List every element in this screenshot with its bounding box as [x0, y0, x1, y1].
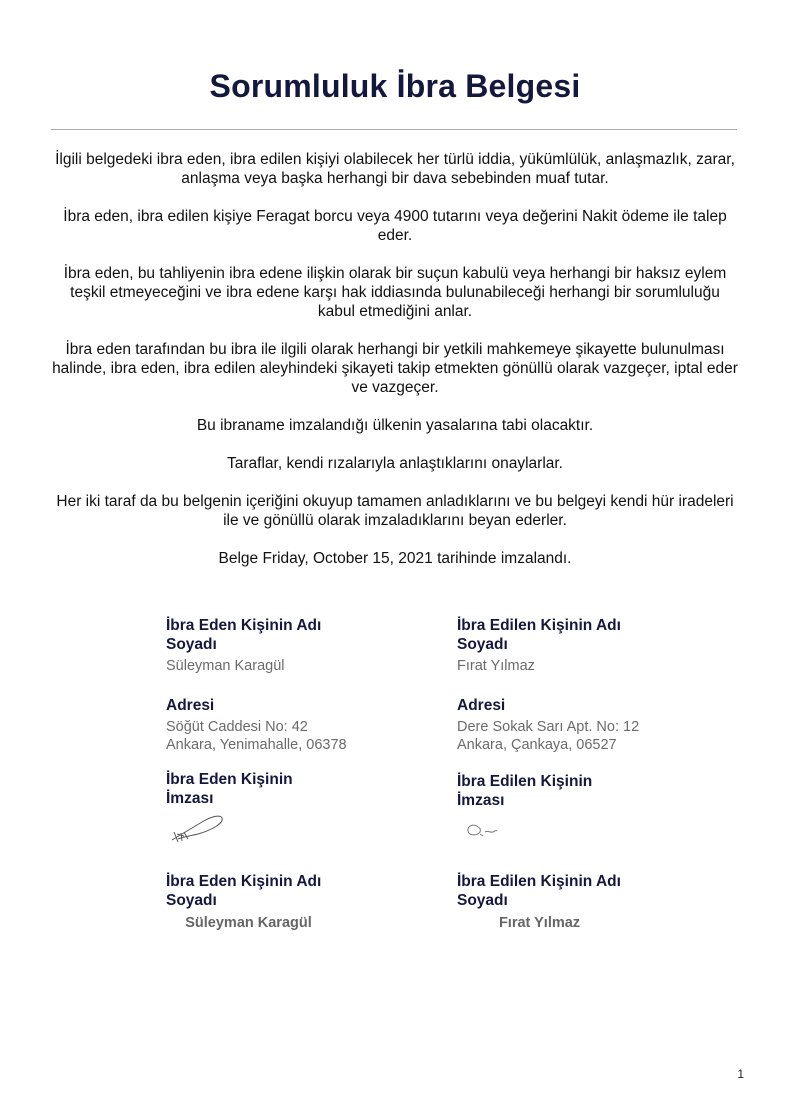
releasor-address-label: Adresi: [166, 697, 215, 714]
paragraph: İbra eden, ibra edilen kişiye Feragat borcu veya 4900 tutarını veya değerini Nakit ödeme ile talep eder.: [63, 208, 727, 244]
releasee-signature-image: [463, 820, 503, 840]
releasee-printed-name: Fırat Yılmaz: [498, 915, 581, 931]
releasor-signature-label: İbra Eden Kişinin İmzası: [166, 771, 293, 807]
releasee-printed-section: [457, 872, 667, 932]
releasee-address-line2: Ankara, Çankaya, 06527: [457, 737, 617, 753]
title-divider: [51, 129, 737, 130]
releasee-address-line1: Dere Sokak Sarı Apt. No: 12: [457, 719, 640, 735]
paragraph: Taraflar, kendi rızalarıyla anlaştıklarını onaylarlar.: [227, 455, 563, 472]
releasee-printed-name-label: İbra Edilen Kişinin Adı Soyadı: [457, 873, 621, 909]
releasee-signature-section: [457, 772, 667, 810]
paragraph: İbra eden, bu tahliyenin ibra edene ilişkin olarak bir suçun kabulü veya herhangi bir haksız eylem teşkil etmeyeceğini ve ibra edene karşı hak iddiasında bulunabileceği herhangi bir sorumluluğu kabul etmediğini anlar.: [63, 265, 727, 320]
releasor-printed-section: [166, 872, 376, 932]
document-body: [50, 150, 740, 587]
releasor-address-section: [166, 696, 376, 754]
releasee-name-label: İbra Edilen Kişinin Adı Soyadı: [457, 617, 621, 653]
releasee-name-section: [457, 616, 667, 675]
releasee-address-section: [457, 696, 667, 754]
releasor-printed-name: Süleyman Karagül: [185, 915, 312, 931]
paragraph: Her iki taraf da bu belgenin içeriğini okuyup tamamen anladıklarını ve bu belgeyi kendi hür iradeleri ile ve gönüllü olarak imzaladıklarını beyan ederler.: [56, 493, 734, 529]
releasee-name: Fırat Yılmaz: [457, 658, 535, 674]
paragraph: Bu ibraname imzalandığı ülkenin yasalarına tabi olacaktır.: [196, 417, 594, 434]
releasee-address-label: Adresi: [457, 697, 506, 714]
document-title: Sorumluluk İbra Belgesi: [209, 68, 581, 104]
releasor-address-line2: Ankara, Yenimahalle, 06378: [166, 737, 347, 753]
releasor-name-label: İbra Eden Kişinin Adı Soyadı: [166, 617, 322, 653]
releasee-signature-label: İbra Edilen Kişinin İmzası: [457, 773, 593, 809]
paragraph: İlgili belgedeki ibra eden, ibra edilen kişiyi olabilecek her türlü iddia, yükümlülük, anlaşmazlık, zarar, anlaşma veya başka herhangi bir dava sebebinden muaf tutar.: [55, 151, 735, 187]
releasor-name: Süleyman Karagül: [166, 658, 285, 674]
releasor-printed-name-label: İbra Eden Kişinin Adı Soyadı: [166, 873, 322, 909]
paragraph: İbra eden tarafından bu ibra ile ilgili olarak herhangi bir yetkili mahkemeye şikayette bulunulması halinde, ibra eden, ibra edilen aleyhindeki şikayeti takip etmekten gönüllü olarak vazgeçer, iptal eder ve vazgeçer.: [52, 341, 738, 396]
releasor-signature-section: [166, 770, 376, 808]
page-number: 1: [737, 1067, 744, 1081]
signing-date: Belge Friday, October 15, 2021 tarihinde imzalandı.: [218, 550, 572, 567]
releasor-address-line1: Söğüt Caddesi No: 42: [166, 719, 308, 735]
releasor-signature-image: [168, 812, 228, 846]
releasor-name-section: [166, 616, 376, 675]
